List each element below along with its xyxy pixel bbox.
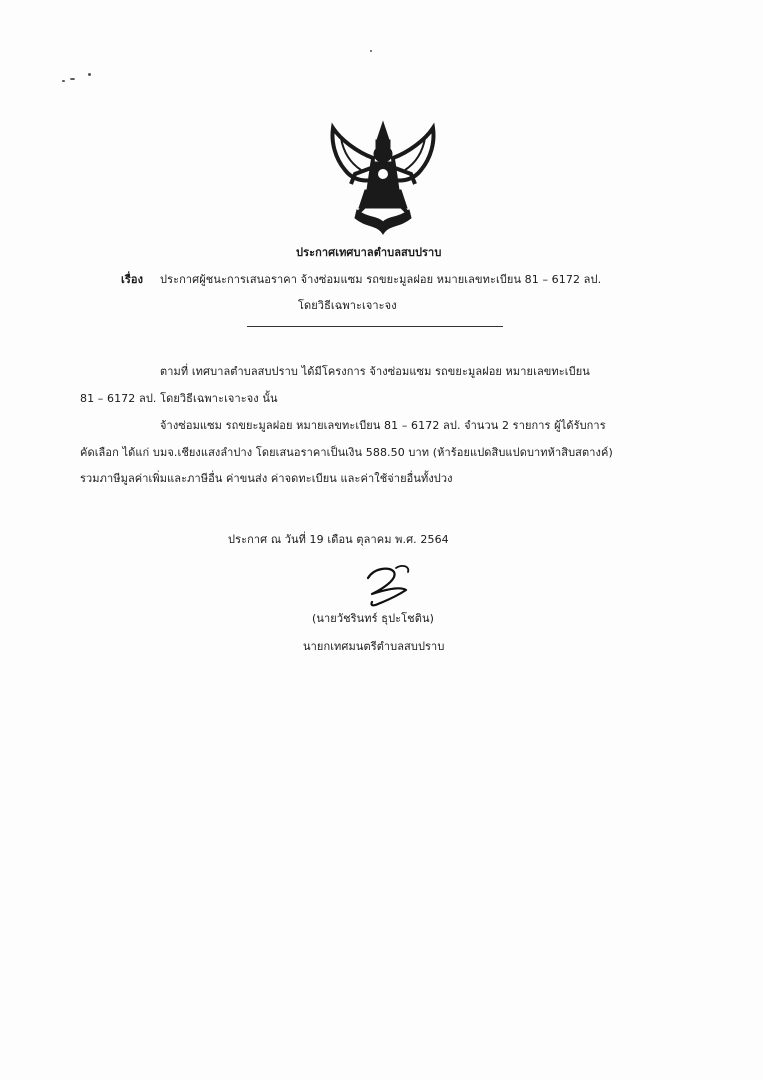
garuda-emblem-icon	[327, 118, 439, 240]
body-paragraph-1-line-2: 81 – 6172 ลป. โดยวิธีเฉพาะเจาะจง นั้น	[80, 392, 278, 405]
body-paragraph-2-line-1: จ้างซ่อมแซม รถขยะมูลฝอย หมายเลขทะเบียน 81 – 6172 ลป. จำนวน 2 รายการ ผู้ได้รับการ	[160, 419, 606, 432]
signer-name: (นายวัชรินทร์ ธุปะโชติน)	[312, 612, 434, 625]
signer-position: นายกเทศมนตรีตำบลสบปราบ	[303, 640, 445, 653]
subject-line-1: ประกาศผู้ชนะการเสนอราคา จ้างซ่อมแซม รถขยะมูลฝอย หมายเลขทะเบียน 81 – 6172 ลป.	[160, 273, 602, 286]
scan-speck	[62, 80, 65, 82]
body-paragraph-2-line-3: รวมภาษีมูลค่าเพิ่มและภาษีอื่น ค่าขนส่ง ค่าจดทะเบียน และค่าใช้จ่ายอื่นทั้งปวง	[80, 472, 453, 485]
document-title: ประกาศเทศบาลตำบลสบปราบ	[296, 246, 442, 259]
signature-icon	[350, 560, 430, 610]
announcement-date: ประกาศ ณ วันที่ 19 เดือน ตุลาคม พ.ศ. 2564	[228, 533, 449, 546]
body-paragraph-1-line-1: ตามที่ เทศบาลตำบลสบปราบ ได้มีโครงการ จ้างซ่อมแซม รถขยะมูลฝอย หมายเลขทะเบียน	[160, 365, 590, 378]
scan-speck	[88, 73, 91, 76]
subject-label: เรื่อง	[121, 273, 144, 286]
subject-line-2: โดยวิธีเฉพาะเจาะจง	[298, 299, 397, 312]
body-paragraph-2-line-2: คัดเลือก ได้แก่ บมจ.เชียงแสงลำปาง โดยเสนอราคาเป็นเงิน 588.50 บาท (ห้าร้อยแปดสิบแปดบาทห้าสิบสตางค์)	[80, 446, 613, 459]
scan-speck	[370, 50, 372, 52]
scan-speck	[70, 78, 75, 80]
divider-rule	[247, 326, 503, 327]
